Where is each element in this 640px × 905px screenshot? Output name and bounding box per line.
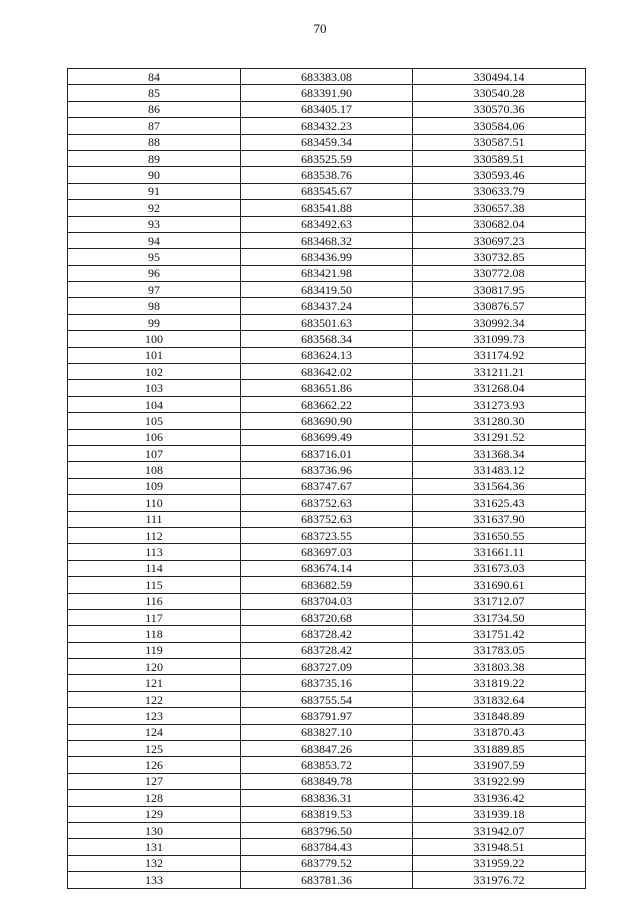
point-number-cell: 84 (68, 69, 241, 85)
point-number-cell: 111 (68, 511, 241, 527)
x-coordinate-cell: 683704.03 (241, 593, 413, 609)
x-coordinate-cell: 683728.42 (241, 642, 413, 658)
point-number-cell: 127 (68, 773, 241, 789)
x-coordinate-cell: 683752.63 (241, 511, 413, 527)
y-coordinate-cell: 330570.36 (413, 101, 586, 117)
table-row (68, 839, 586, 855)
table-row (68, 806, 586, 822)
table-row (68, 544, 586, 560)
point-number-cell: 112 (68, 527, 241, 543)
point-number-cell: 97 (68, 282, 241, 298)
y-coordinate-cell: 330772.08 (413, 265, 586, 281)
x-coordinate-cell: 683391.90 (241, 85, 413, 101)
x-coordinate-cell: 683690.90 (241, 413, 413, 429)
y-coordinate-cell: 330817.95 (413, 282, 586, 298)
y-coordinate-cell: 331751.42 (413, 626, 586, 642)
point-number-cell: 102 (68, 364, 241, 380)
x-coordinate-cell: 683836.31 (241, 790, 413, 806)
y-coordinate-cell: 331661.11 (413, 544, 586, 560)
point-number-cell: 93 (68, 216, 241, 232)
x-coordinate-cell: 683642.02 (241, 364, 413, 380)
y-coordinate-cell: 331273.93 (413, 396, 586, 412)
y-coordinate-cell: 330697.23 (413, 232, 586, 248)
table-row (68, 183, 586, 199)
y-coordinate-cell: 330494.14 (413, 69, 586, 85)
table-row (68, 200, 586, 216)
point-number-cell: 85 (68, 85, 241, 101)
point-number-cell: 105 (68, 413, 241, 429)
x-coordinate-cell: 683432.23 (241, 118, 413, 134)
x-coordinate-cell: 683784.43 (241, 839, 413, 855)
x-coordinate-cell: 683682.59 (241, 577, 413, 593)
table-row (68, 69, 586, 85)
x-coordinate-cell: 683699.49 (241, 429, 413, 445)
point-number-cell: 113 (68, 544, 241, 560)
y-coordinate-cell: 330587.51 (413, 134, 586, 150)
y-coordinate-cell: 330682.04 (413, 216, 586, 232)
point-number-cell: 87 (68, 118, 241, 134)
table-row (68, 429, 586, 445)
table-row (68, 282, 586, 298)
x-coordinate-cell: 683716.01 (241, 445, 413, 461)
x-coordinate-cell: 683468.32 (241, 232, 413, 248)
x-coordinate-cell: 683781.36 (241, 872, 413, 888)
y-coordinate-cell: 331564.36 (413, 478, 586, 494)
y-coordinate-cell: 330876.57 (413, 298, 586, 314)
x-coordinate-cell: 683651.86 (241, 380, 413, 396)
y-coordinate-cell: 331922.99 (413, 773, 586, 789)
y-coordinate-cell: 330732.85 (413, 249, 586, 265)
table-row (68, 675, 586, 691)
x-coordinate-cell: 683728.42 (241, 626, 413, 642)
point-number-cell: 106 (68, 429, 241, 445)
x-coordinate-cell: 683847.26 (241, 741, 413, 757)
point-number-cell: 128 (68, 790, 241, 806)
x-coordinate-cell: 683421.98 (241, 265, 413, 281)
table-row (68, 642, 586, 658)
y-coordinate-cell: 331625.43 (413, 495, 586, 511)
y-coordinate-cell: 330589.51 (413, 150, 586, 166)
table-row (68, 659, 586, 675)
table-row (68, 822, 586, 838)
point-number-cell: 121 (68, 675, 241, 691)
y-coordinate-cell: 331280.30 (413, 413, 586, 429)
point-number-cell: 86 (68, 101, 241, 117)
y-coordinate-cell: 330657.38 (413, 200, 586, 216)
table-row (68, 511, 586, 527)
y-coordinate-cell: 331650.55 (413, 527, 586, 543)
point-number-cell: 107 (68, 445, 241, 461)
table-row (68, 872, 586, 888)
table-row (68, 741, 586, 757)
point-number-cell: 95 (68, 249, 241, 265)
y-coordinate-cell: 330633.79 (413, 183, 586, 199)
x-coordinate-cell: 683727.09 (241, 659, 413, 675)
point-number-cell: 116 (68, 593, 241, 609)
y-coordinate-cell: 331673.03 (413, 560, 586, 576)
point-number-cell: 99 (68, 314, 241, 330)
x-coordinate-cell: 683779.52 (241, 855, 413, 871)
x-coordinate-cell: 683755.54 (241, 691, 413, 707)
page-number: 70 (313, 21, 327, 36)
x-coordinate-cell: 683796.50 (241, 822, 413, 838)
table-row (68, 724, 586, 740)
point-number-cell: 110 (68, 495, 241, 511)
y-coordinate-cell: 331803.38 (413, 659, 586, 675)
y-coordinate-cell: 331211.21 (413, 364, 586, 380)
table-row (68, 495, 586, 511)
table-row (68, 577, 586, 593)
coordinates-table-body (68, 69, 586, 889)
y-coordinate-cell: 331734.50 (413, 609, 586, 625)
point-number-cell: 129 (68, 806, 241, 822)
table-row (68, 396, 586, 412)
point-number-cell: 130 (68, 822, 241, 838)
point-number-cell: 96 (68, 265, 241, 281)
x-coordinate-cell: 683674.14 (241, 560, 413, 576)
table-row (68, 85, 586, 101)
x-coordinate-cell: 683501.63 (241, 314, 413, 330)
table-row (68, 708, 586, 724)
point-number-cell: 103 (68, 380, 241, 396)
x-coordinate-cell: 683697.03 (241, 544, 413, 560)
x-coordinate-cell: 683405.17 (241, 101, 413, 117)
table-row (68, 773, 586, 789)
point-number-cell: 133 (68, 872, 241, 888)
table-row (68, 560, 586, 576)
x-coordinate-cell: 683459.34 (241, 134, 413, 150)
y-coordinate-cell: 331819.22 (413, 675, 586, 691)
x-coordinate-cell: 683849.78 (241, 773, 413, 789)
coordinates-table-container (67, 68, 585, 889)
table-row (68, 462, 586, 478)
x-coordinate-cell: 683541.88 (241, 200, 413, 216)
point-number-cell: 124 (68, 724, 241, 740)
x-coordinate-cell: 683525.59 (241, 150, 413, 166)
y-coordinate-cell: 331870.43 (413, 724, 586, 740)
table-row (68, 413, 586, 429)
y-coordinate-cell: 331832.64 (413, 691, 586, 707)
y-coordinate-cell: 331174.92 (413, 347, 586, 363)
table-row (68, 364, 586, 380)
y-coordinate-cell: 331848.89 (413, 708, 586, 724)
point-number-cell: 131 (68, 839, 241, 855)
x-coordinate-cell: 683662.22 (241, 396, 413, 412)
point-number-cell: 114 (68, 560, 241, 576)
x-coordinate-cell: 683568.34 (241, 331, 413, 347)
point-number-cell: 104 (68, 396, 241, 412)
point-number-cell: 122 (68, 691, 241, 707)
table-row (68, 691, 586, 707)
table-row (68, 101, 586, 117)
point-number-cell: 123 (68, 708, 241, 724)
table-row (68, 609, 586, 625)
x-coordinate-cell: 683437.24 (241, 298, 413, 314)
point-number-cell: 132 (68, 855, 241, 871)
point-number-cell: 117 (68, 609, 241, 625)
y-coordinate-cell: 331637.90 (413, 511, 586, 527)
x-coordinate-cell: 683436.99 (241, 249, 413, 265)
table-row (68, 150, 586, 166)
table-row (68, 790, 586, 806)
point-number-cell: 125 (68, 741, 241, 757)
table-row (68, 855, 586, 871)
x-coordinate-cell: 683752.63 (241, 495, 413, 511)
y-coordinate-cell: 331948.51 (413, 839, 586, 855)
point-number-cell: 118 (68, 626, 241, 642)
point-number-cell: 98 (68, 298, 241, 314)
table-row (68, 232, 586, 248)
y-coordinate-cell: 330593.46 (413, 167, 586, 183)
y-coordinate-cell: 331690.61 (413, 577, 586, 593)
point-number-cell: 94 (68, 232, 241, 248)
y-coordinate-cell: 330992.34 (413, 314, 586, 330)
x-coordinate-cell: 683723.55 (241, 527, 413, 543)
x-coordinate-cell: 683419.50 (241, 282, 413, 298)
table-row (68, 216, 586, 232)
point-number-cell: 108 (68, 462, 241, 478)
point-number-cell: 101 (68, 347, 241, 363)
table-row (68, 314, 586, 330)
point-number-cell: 89 (68, 150, 241, 166)
y-coordinate-cell: 331712.07 (413, 593, 586, 609)
y-coordinate-cell: 331268.04 (413, 380, 586, 396)
table-row (68, 757, 586, 773)
y-coordinate-cell: 331783.05 (413, 642, 586, 658)
table-row (68, 249, 586, 265)
y-coordinate-cell: 331976.72 (413, 872, 586, 888)
point-number-cell: 119 (68, 642, 241, 658)
table-row (68, 593, 586, 609)
point-number-cell: 109 (68, 478, 241, 494)
x-coordinate-cell: 683735.16 (241, 675, 413, 691)
y-coordinate-cell: 331959.22 (413, 855, 586, 871)
point-number-cell: 90 (68, 167, 241, 183)
x-coordinate-cell: 683545.67 (241, 183, 413, 199)
table-row (68, 626, 586, 642)
y-coordinate-cell: 331291.52 (413, 429, 586, 445)
x-coordinate-cell: 683492.63 (241, 216, 413, 232)
x-coordinate-cell: 683720.68 (241, 609, 413, 625)
x-coordinate-cell: 683853.72 (241, 757, 413, 773)
point-number-cell: 100 (68, 331, 241, 347)
y-coordinate-cell: 331939.18 (413, 806, 586, 822)
y-coordinate-cell: 331889.85 (413, 741, 586, 757)
point-number-cell: 88 (68, 134, 241, 150)
x-coordinate-cell: 683538.76 (241, 167, 413, 183)
x-coordinate-cell: 683747.67 (241, 478, 413, 494)
table-row (68, 167, 586, 183)
y-coordinate-cell: 331483.12 (413, 462, 586, 478)
x-coordinate-cell: 683383.08 (241, 69, 413, 85)
x-coordinate-cell: 683791.97 (241, 708, 413, 724)
table-row (68, 134, 586, 150)
y-coordinate-cell: 330584.06 (413, 118, 586, 134)
point-number-cell: 92 (68, 200, 241, 216)
coordinates-table (67, 68, 586, 889)
x-coordinate-cell: 683624.13 (241, 347, 413, 363)
point-number-cell: 120 (68, 659, 241, 675)
x-coordinate-cell: 683827.10 (241, 724, 413, 740)
table-row (68, 478, 586, 494)
table-row (68, 265, 586, 281)
y-coordinate-cell: 331936.42 (413, 790, 586, 806)
x-coordinate-cell: 683736.96 (241, 462, 413, 478)
y-coordinate-cell: 331942.07 (413, 822, 586, 838)
point-number-cell: 126 (68, 757, 241, 773)
table-row (68, 298, 586, 314)
x-coordinate-cell: 683819.53 (241, 806, 413, 822)
point-number-cell: 91 (68, 183, 241, 199)
table-row (68, 380, 586, 396)
y-coordinate-cell: 331907.59 (413, 757, 586, 773)
table-row (68, 445, 586, 461)
table-row (68, 527, 586, 543)
point-number-cell: 115 (68, 577, 241, 593)
table-row (68, 347, 586, 363)
y-coordinate-cell: 331368.34 (413, 445, 586, 461)
y-coordinate-cell: 330540.28 (413, 85, 586, 101)
table-row (68, 118, 586, 134)
table-row (68, 331, 586, 347)
y-coordinate-cell: 331099.73 (413, 331, 586, 347)
